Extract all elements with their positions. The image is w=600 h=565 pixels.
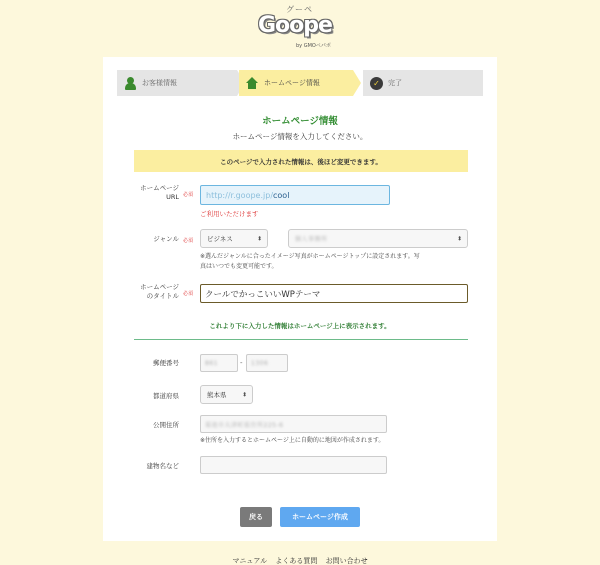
required-mark: 必須 [183, 192, 194, 198]
select-caret-icon: ⬍ [456, 235, 462, 242]
step-indicator [117, 70, 483, 96]
form-card [103, 57, 497, 541]
notice-banner: このページで入力された情報は、後ほど変更できます。 [134, 150, 468, 172]
prefecture-select[interactable]: 熊本県 ⬍ [200, 385, 253, 404]
footer-link-manual[interactable]: マニュアル [232, 557, 268, 565]
footer-link-faq[interactable]: よくある質問 [275, 557, 318, 565]
step-label: お客様情報 [142, 79, 177, 87]
prefecture-label: 都道府県 [153, 392, 179, 400]
goope-logo[interactable] [258, 4, 344, 50]
create-homepage-button[interactable]: ホームページ作成 [280, 507, 360, 527]
house-icon [246, 77, 259, 90]
building-label: 建物名など [146, 462, 179, 470]
footer-link-contact[interactable]: お問い合わせ [325, 557, 368, 565]
logo-byline: by GMOペパボ [296, 43, 331, 49]
required-mark: 必須 [183, 291, 194, 297]
address-label: 公開住所 [153, 421, 179, 429]
zip-label: 郵便番号 [153, 359, 179, 367]
page-title: ホームページ情報 [262, 116, 338, 127]
address-note: ※住所を入力するとホームページ上に自動的に地図が作成されます。 [200, 437, 385, 444]
url-input[interactable] [200, 185, 390, 205]
url-available-message: ご利用いただけます [200, 210, 259, 218]
url-label: ホームページ URL [140, 184, 179, 201]
public-info-note: これより下に入力した情報はホームページ上に表示されます。 [209, 322, 391, 330]
url-prefix: http://r.goope.jp/ [206, 190, 274, 200]
logo-kana: グーペ [286, 5, 313, 14]
zip-input-first[interactable]: 861 [200, 354, 238, 372]
building-input[interactable] [200, 456, 387, 474]
site-title-input[interactable]: クールでかっこいいWPテーマ [200, 284, 468, 303]
genre-select[interactable]: ビジネス ⬍ [200, 229, 268, 248]
divider [134, 339, 468, 340]
url-value: cool [273, 190, 290, 200]
step-homepage-info [239, 70, 353, 96]
select-caret-icon: ⬍ [256, 235, 262, 242]
sub-genre-select[interactable]: 個人事務所 ⬍ [288, 229, 468, 248]
genre-label: ジャンル [153, 235, 179, 243]
step-complete [363, 70, 483, 96]
genre-note: ※選んだジャンルに合ったイメージ写真がホームページトップに設定されます。写 真はいつでも変更可能です。 [200, 253, 420, 270]
logo-wordmark: Goope [258, 13, 332, 38]
back-button[interactable]: 戻る [240, 507, 272, 527]
person-icon [124, 77, 137, 90]
zip-input-second[interactable]: 1306 [246, 354, 288, 372]
address-input[interactable]: 菊池市大津町仮住所225-6 [200, 415, 387, 433]
step-label: ホームページ情報 [264, 79, 320, 87]
step-label: 完了 [388, 79, 402, 87]
page-subtitle: ホームページ情報を入力してください。 [232, 132, 368, 141]
site-title-label: ホームページ のタイトル [140, 283, 179, 300]
step-customer-info [117, 70, 237, 96]
required-mark: 必須 [183, 238, 194, 244]
select-caret-icon: ⬍ [241, 391, 247, 398]
footer-links [0, 556, 600, 565]
zip-separator: - [240, 359, 243, 367]
check-icon: ✓ [370, 77, 383, 90]
